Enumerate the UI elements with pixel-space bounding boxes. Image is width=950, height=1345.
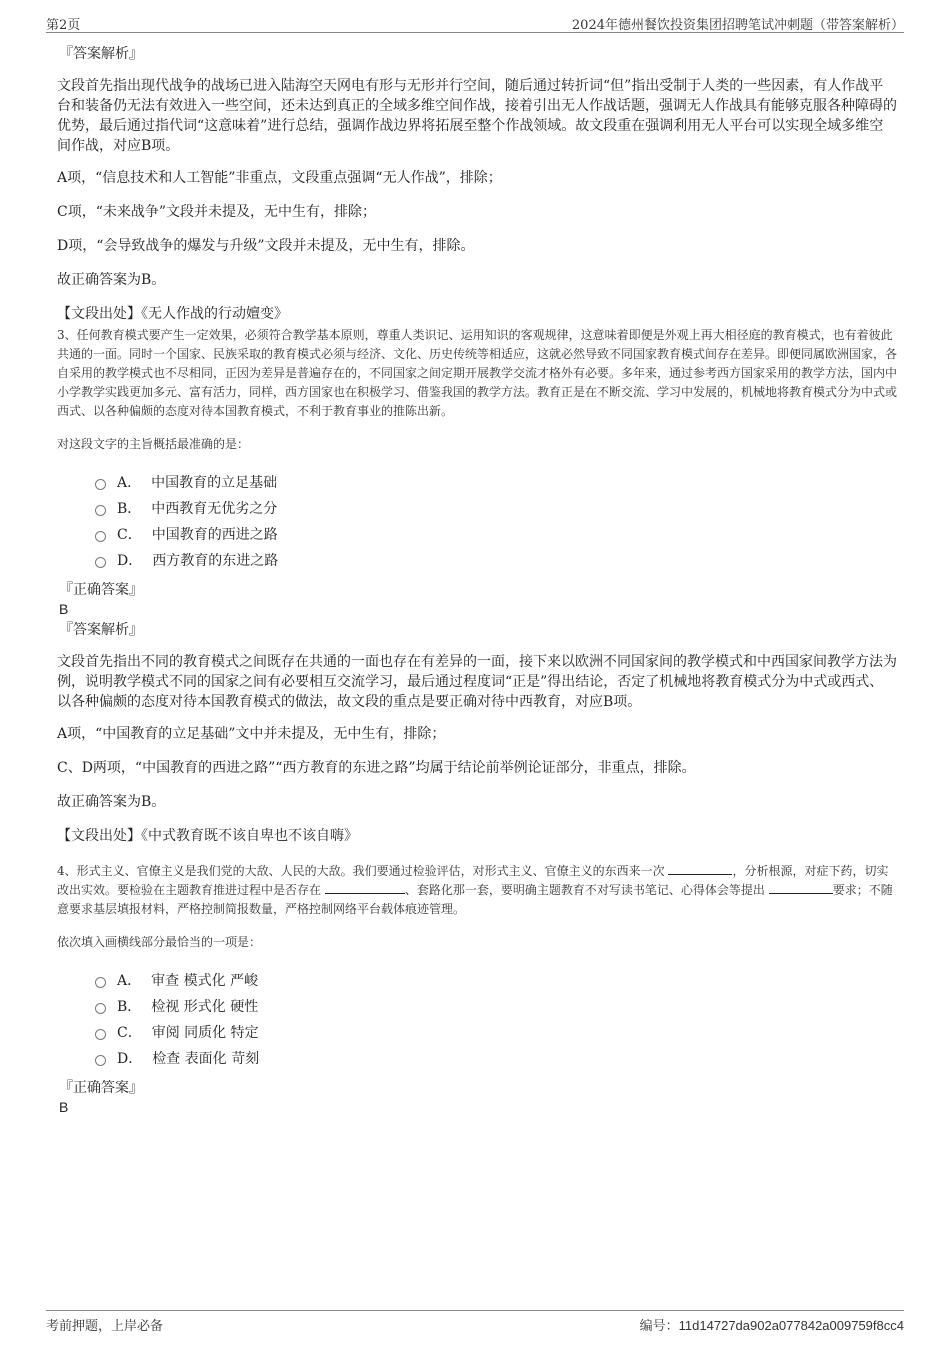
page-number: 第2页 [46,18,81,33]
option-b[interactable]: B． 中西教育无优劣之分 [95,496,897,522]
analysis-label: 『答案解析』 [59,46,143,62]
analysis-label: 『答案解析』 [59,622,143,638]
option-d-note: D项，“会导致战争的爆发与升级”文段并未提及，无中生有，排除。 [57,238,475,254]
option-b[interactable]: B． 检视 形式化 硬性 [95,994,897,1020]
option-a[interactable]: A． 中国教育的立足基础 [95,470,897,496]
option-d[interactable]: D． 西方教育的东进之路 [95,548,897,574]
analysis-text: 文段首先指出不同的教育模式之间既存在共通的一面也存在有差异的一面，接下来以欧洲不同国家间的教学模式和中西国家间教学方法为例，说明教学模式不同的国家之间有必要相互交流学习，最后通过程度词“正是”得出结论，否定了机械地将教育模式分为中式或西式、以各种偏颇的态度对待本国教育模式的做法，故文段的重点是要正确对待中西教育，对应B项。 [57,654,897,710]
document-title: 2024年德州餐饮投资集团招聘笔试冲刺题（带答案解析） [571,18,904,33]
radio-icon[interactable] [95,479,106,490]
fill-blank-2 [325,881,405,894]
option-c[interactable]: C． 中国教育的西进之路 [95,522,897,548]
correct-answer-label: 『正确答案』 [59,1080,143,1096]
question-3-options [95,470,897,574]
option-c-note: C项，“未来战争”文段并未提及，无中生有，排除； [57,204,377,220]
question-3-stem: 3、任何教育模式要产生一定效果，必须符合教学基本原则，尊重人类识记、运用知识的客观规律，这意味着即便是外观上再大相径庭的教育模式，也有着彼此共通的一面。同时一个国家、民族采取的教育模式必须与经济、文化、历史传统等相适应，这就必然导致不同国家教育模式间存在差异。即便同属欧洲国家，各自采用的教学模式也不尽相同，正因为差异是普遍存在的，不同国家之间定期开展教学交流才格外有必要。多年来，通过参考西方国家采用的教学方法，国内中小学教学实践更加多元、富有活力，同样，西方国家也在积极学习、借鉴我国的教学方法。教育正是在不断交流、学习中发展的，机械地将教育模式分为中式或西式、以各种偏颇的态度对待本国教育模式，不利于教育事业的推陈出新。 [57,328,898,418]
option-c[interactable]: C． 审阅 同质化 特定 [95,1020,897,1046]
radio-icon[interactable] [95,1055,106,1066]
question-4-prompt: 依次填入画横线部分最恰当的一项是： [57,935,262,949]
question-3-prompt: 对这段文字的主旨概括最准确的是： [57,437,250,451]
document-code: 编号：11d14727da902a077842a009759f8cc4 [639,1318,904,1334]
radio-icon[interactable] [95,531,106,542]
conclusion: 故正确答案为B。 [57,794,166,810]
correct-answer-label: 『正确答案』 [59,582,143,598]
option-d[interactable]: D． 检查 表面化 苛刻 [95,1046,897,1072]
fill-blank-3 [769,881,833,894]
radio-icon[interactable] [95,557,106,568]
option-a-note: A项，“信息技术和人工智能”非重点，文段重点强调“无人作战”，排除； [57,170,502,186]
conclusion: 故正确答案为B。 [57,272,166,288]
correct-answer: B [59,1099,69,1115]
option-cd-note: C、D两项，“中国教育的西进之路”“西方教育的东进之路”均属于结论前举例论证部分，非重点，排除。 [57,760,696,776]
page-footer [46,1310,904,1333]
footer-slogan: 考前押题，上岸必备 [46,1319,164,1334]
source-citation: 【文段出处】《无人作战的行动嬗变》 [57,306,288,322]
page-content [57,44,897,1116]
radio-icon[interactable] [95,1003,106,1014]
page-header [46,10,904,33]
source-citation: 【文段出处】《中式教育既不该自卑也不该自嗨》 [57,828,358,844]
option-a-note: A项，“中国教育的立足基础”文中并未提及，无中生有，排除； [57,726,446,742]
radio-icon[interactable] [95,505,106,516]
radio-icon[interactable] [95,977,106,988]
radio-icon[interactable] [95,1029,106,1040]
correct-answer: B [59,601,69,617]
analysis-text: 文段首先指出现代战争的战场已进入陆海空天网电有形与无形并行空间，随后通过转折词“但”指出受制于人类的一些因素，有人作战平台和装备仍无法有效进入一些空间，还未达到真正的全域多维空间作战，接着引出无人作战话题，强调无人作战具有能够克服各种障碍的优势，最后通过指代词“这意味着”进行总结，强调作战边界将拓展至整个作战领域。故文段重在强调利用无人平台可以实现全域多维空间作战，对应B项。 [57,78,897,154]
question-4-stem: 4、形式主义、官僚主义是我们党的大敌、人民的大敌。我们要通过检验评估，对形式主义、官僚主义的东西来一次 ，分析根源，对症下药，切实改出实效。要检验在主题教育推进过程中是否存在 、套路化那一套，要明确主题教育不对写读书笔记、心得体会等提出 要求；不随意要求基层填报材料，严格控制简报数量，严格控制网络平台载体痕迹管理。 [57,864,893,916]
option-a[interactable]: A． 审查 模式化 严峻 [95,968,897,994]
fill-blank-1 [668,862,732,875]
question-4-options [95,968,897,1072]
